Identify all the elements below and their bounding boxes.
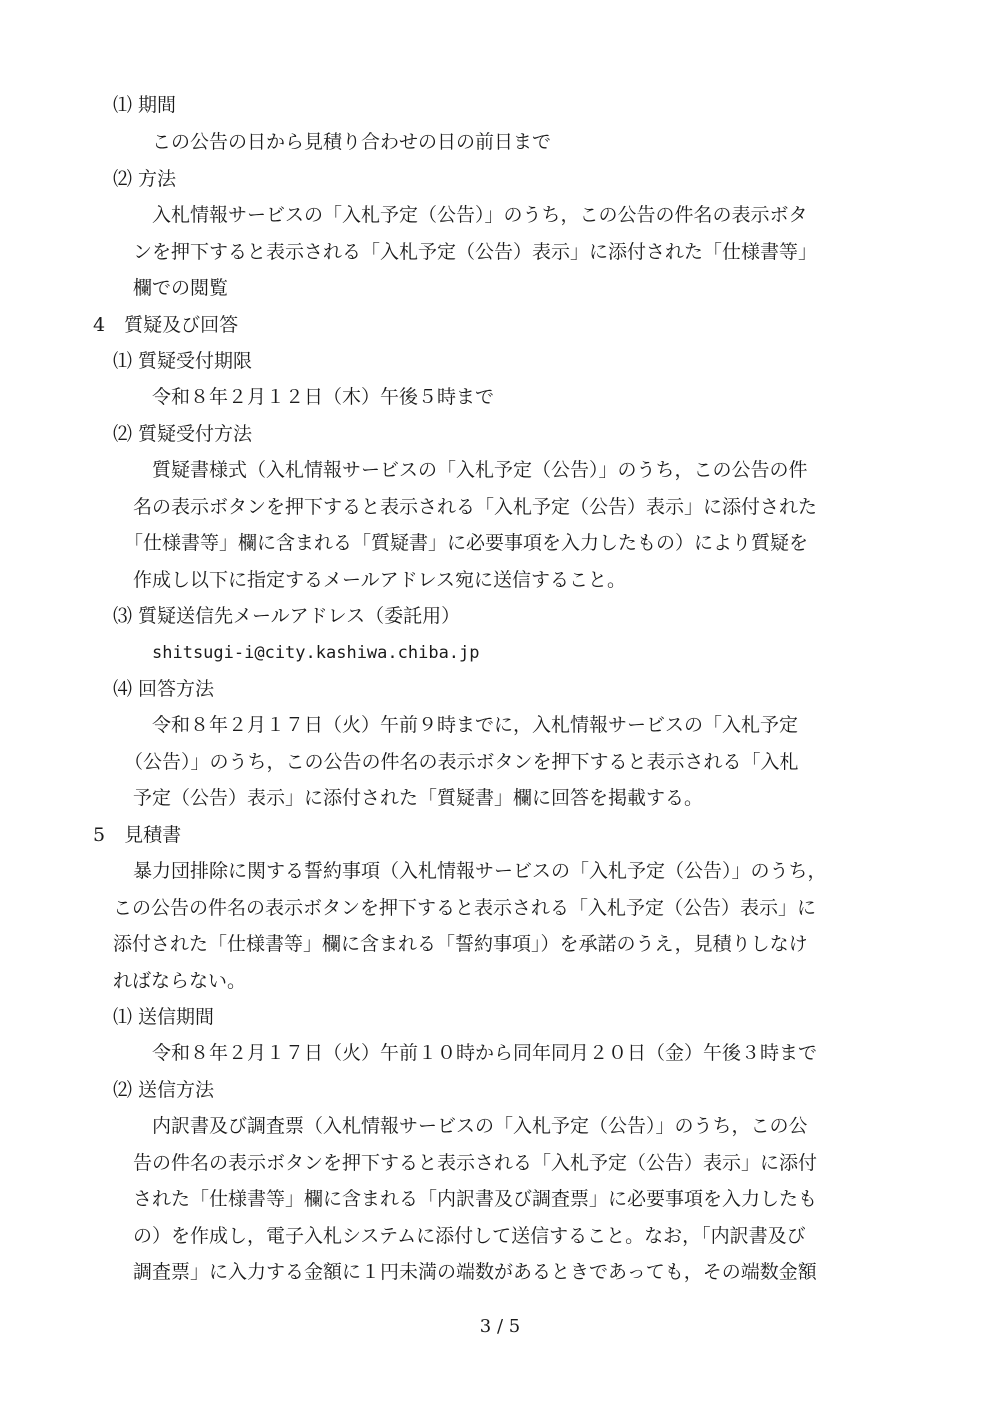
body-line: 告の件名の表示ボタンを押下すると表示される「入札予定（公告）表示」に添付 (133, 1152, 818, 1174)
subheading-method: ⑵ 方法 (113, 168, 177, 190)
body-line: された「仕様書等」欄に含まれる「内訳書及び調査票」に必要事項を入力したも (133, 1188, 818, 1210)
body-line: 暴力団排除に関する誓約事項（入札情報サービスの「入札予定（公告）」のうち， (133, 860, 827, 882)
body-line: 予定（公告）表示」に添付された「質疑書」欄に回答を掲載する。 (133, 787, 704, 809)
body-line: 令和８年２月１２日（木）午後５時まで (152, 386, 495, 408)
subheading-send-period: ⑴ 送信期間 (113, 1006, 215, 1028)
body-line: ンを押下すると表示される「入札予定（公告）表示」に添付された「仕様書等」 (133, 241, 818, 263)
body-line: 調査票」に入力する金額に１円未満の端数があるときであっても，その端数金額 (133, 1261, 817, 1283)
body-line: 内訳書及び調査票（入札情報サービスの「入札予定（公告）」のうち，この公 (152, 1115, 808, 1137)
body-line: 令和８年２月１７日（火）午前１０時から同年同月２０日（金）午後３時まで (152, 1042, 818, 1064)
body-line: 入札情報サービスの「入札予定（公告）」のうち，この公告の件名の表示ボタ (152, 204, 808, 226)
body-line: 「仕様書等」欄に含まれる「質疑書」に必要事項を入力したもの）により質疑を (124, 532, 809, 554)
subheading-email-address: ⑶ 質疑送信先メールアドレス（委託用） (113, 605, 461, 627)
body-line: 欄での閲覧 (133, 277, 229, 299)
section-heading-estimate: 5 見積書 (93, 824, 182, 846)
subheading-period: ⑴ 期間 (113, 94, 177, 116)
section-heading-qa: 4 質疑及び回答 (93, 314, 239, 336)
subheading-answer-method: ⑷ 回答方法 (113, 678, 215, 700)
subheading-question-deadline: ⑴ 質疑受付期限 (113, 350, 253, 372)
body-line: （公告）」のうち，この公告の件名の表示ボタンを押下すると表示される「入札 (124, 751, 799, 773)
body-line: 質疑書様式（入札情報サービスの「入札予定（公告）」のうち，この公告の件 (152, 459, 808, 481)
body-line: 作成し以下に指定するメールアドレス宛に送信すること。 (133, 569, 627, 591)
body-line: この公告の件名の表示ボタンを押下すると表示される「入札予定（公告）表示」に (113, 897, 817, 919)
subheading-send-method: ⑵ 送信方法 (113, 1079, 215, 1101)
body-line: 名の表示ボタンを押下すると表示される「入札予定（公告）表示」に添付された (133, 496, 818, 518)
body-line: この公告の日から見積り合わせの日の前日まで (152, 131, 552, 153)
page-number: 3 / 5 (479, 1316, 521, 1337)
email-address: shitsugi-i@city.kashiwa.chiba.jp (152, 643, 480, 663)
body-line: 令和８年２月１７日（火）午前９時までに，入札情報サービスの「入札予定 (152, 714, 799, 736)
body-line: の）を作成し，電子入札システムに添付して送信すること。なお，「内訳書及び (133, 1225, 806, 1247)
body-line: ればならない。 (113, 970, 247, 992)
subheading-question-method: ⑵ 質疑受付方法 (113, 423, 253, 445)
body-line: 添付された「仕様書等」欄に含まれる「誓約事項」）を承諾のうえ，見積りしなけ (113, 933, 808, 955)
